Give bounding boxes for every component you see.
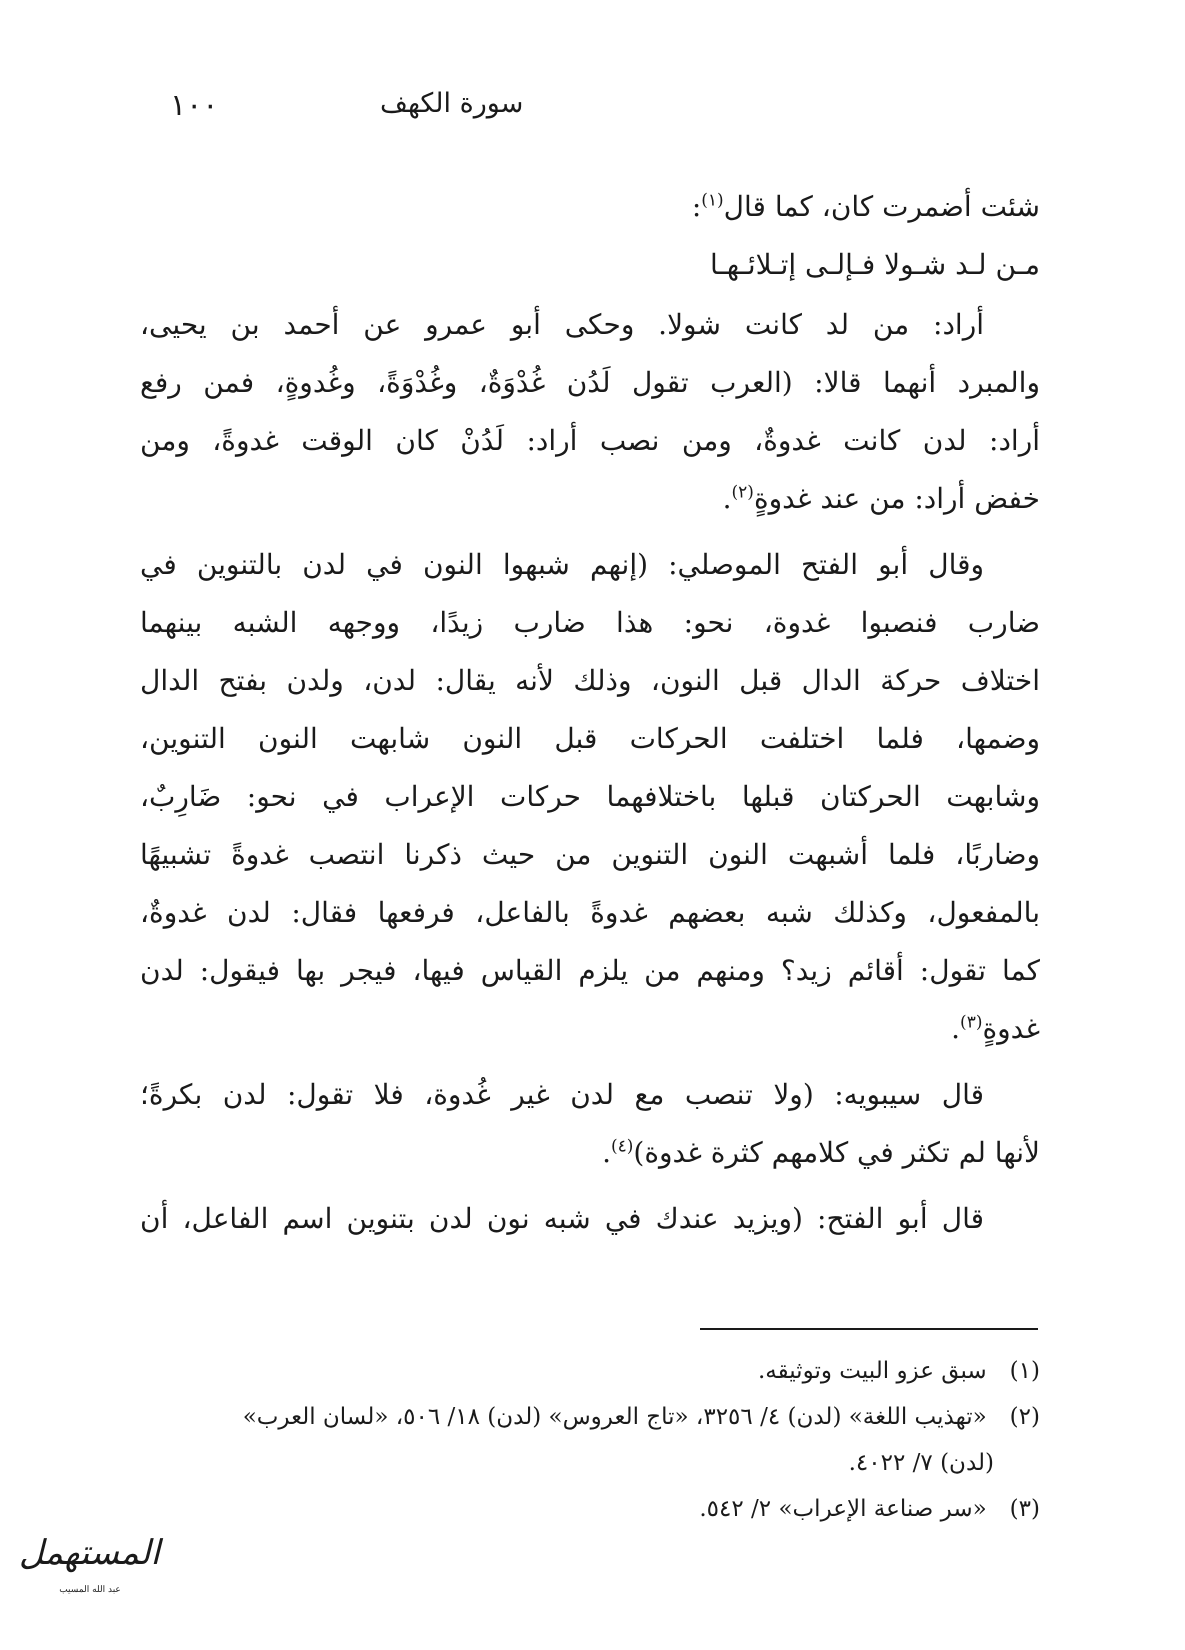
punctuation: . (951, 1012, 961, 1045)
text-line: قال أبو الفتح: (ويزيد عندك في شبه نون لدن بتنوين اسم الفاعل، أن (140, 1202, 984, 1235)
footnote-ref: (٣) (960, 1012, 983, 1033)
text-line (140, 1000, 1040, 1058)
logo-subtext: عبد الله المسيب (59, 1585, 121, 1595)
logo-text: المستهمل (18, 1533, 160, 1573)
footnote-text: «سر صناعة الإعراب» ٢/ ٥٤٢. (699, 1496, 987, 1522)
footnote-number: (٣) (1009, 1496, 1040, 1522)
text-line: ضارب فنصبوا غدوة، نحو: هذا ضارب زيدًا، ووجهه الشبه بينهما (140, 606, 1040, 639)
text-line-content: لأنها لم تكثر في كلامهم كثرة غدوة) (633, 1136, 1040, 1169)
footnote (140, 1486, 1040, 1532)
footnote-number: (٢) (1009, 1404, 1040, 1430)
surah-title: سورة الكهف (380, 88, 524, 119)
text-line: وضمها، فلما اختلفت الحركات قبل النون شابهت النون التنوين، (140, 722, 1040, 755)
footnote-number: (١) (1009, 1358, 1040, 1384)
footnote-ref: (١) (701, 190, 724, 211)
library-logo (20, 1515, 160, 1605)
footnotes (140, 1348, 1040, 1532)
text-line: والمبرد أنهما قالا: (العرب تقول لَدُن غُدْوَةٌ، وغُدْوَةً، وغُدوةٍ، فمن رفع (140, 366, 1040, 399)
footnote-text: سبق عزو البيت وتوثيقه. (757, 1358, 987, 1384)
text-line: وقال أبو الفتح الموصلي: (إنهم شبهوا النون في لدن بالتنوين في (140, 548, 984, 581)
footnote-divider (700, 1328, 1038, 1330)
text-line (140, 178, 1040, 236)
text-line (140, 470, 1040, 528)
punctuation: . (602, 1136, 611, 1169)
main-text (140, 178, 1040, 1248)
footnote-ref: (٤) (611, 1136, 634, 1157)
footnote-continuation: (لدن) ٧/ ٤٠٢٢. (848, 1450, 994, 1476)
text-line: وضاربًا، فلما أشبهت النون التنوين من حيث ذكرنا انتصب غدوةً تشبيهًا (140, 838, 1040, 871)
footnote (140, 1394, 1040, 1440)
text-line-content: شئت أضمرت كان، كما قال (723, 190, 1040, 223)
text-line: كما تقول: أقائم زيد؟ ومنهم من يلزم القياس فيها، فيجر بها فيقول: لدن (140, 954, 1040, 987)
text-line: وشابهت الحركتان قبلها باختلافهما حركات الإعراب في نحو: ضَارِبٌ، (140, 780, 1040, 813)
text-line-content: غدوةٍ (982, 1012, 1040, 1045)
footnote-text: «تهذيب اللغة» (لدن) ٤/ ٣٢٥٦، «تاج العروس» (لدن) ١٨/ ٥٠٦، «لسان العرب» (242, 1404, 987, 1430)
punctuation: . (722, 482, 732, 515)
footnote (140, 1348, 1040, 1394)
text-line: قال سيبويه: (ولا تنصب مع لدن غير غُدوة، فلا تقول: لدن بكرةً؛ (140, 1078, 984, 1111)
text-line: أراد: لدن كانت غدوةٌ، ومن نصب أراد: لَدُنْ كان الوقت غدوةً، ومن (140, 424, 1040, 457)
punctuation: : (691, 190, 702, 223)
running-head (130, 88, 1035, 128)
text-line (140, 1124, 1040, 1182)
text-line-content: خفض أراد: من عند غدوةٍ (753, 482, 1040, 515)
footnote-ref: (٢) (731, 482, 754, 503)
text-line: أراد: من لد كانت شولا. وحكى أبو عمرو عن أحمد بن يحيى، (140, 308, 984, 341)
page-number: ١٠٠ (170, 88, 219, 123)
text-line: اختلاف حركة الدال قبل النون، وذلك لأنه يقال: لدن، ولدن بفتح الدال (140, 664, 1040, 697)
text-line: بالمفعول، وكذلك شبه بعضهم غدوةً بالفاعل، فرفعها فقال: لدن غدوةٌ، (140, 896, 1040, 929)
poetry-verse: مـن لـد شـولا فـإلـى إتـلائـهـا (710, 248, 1040, 281)
